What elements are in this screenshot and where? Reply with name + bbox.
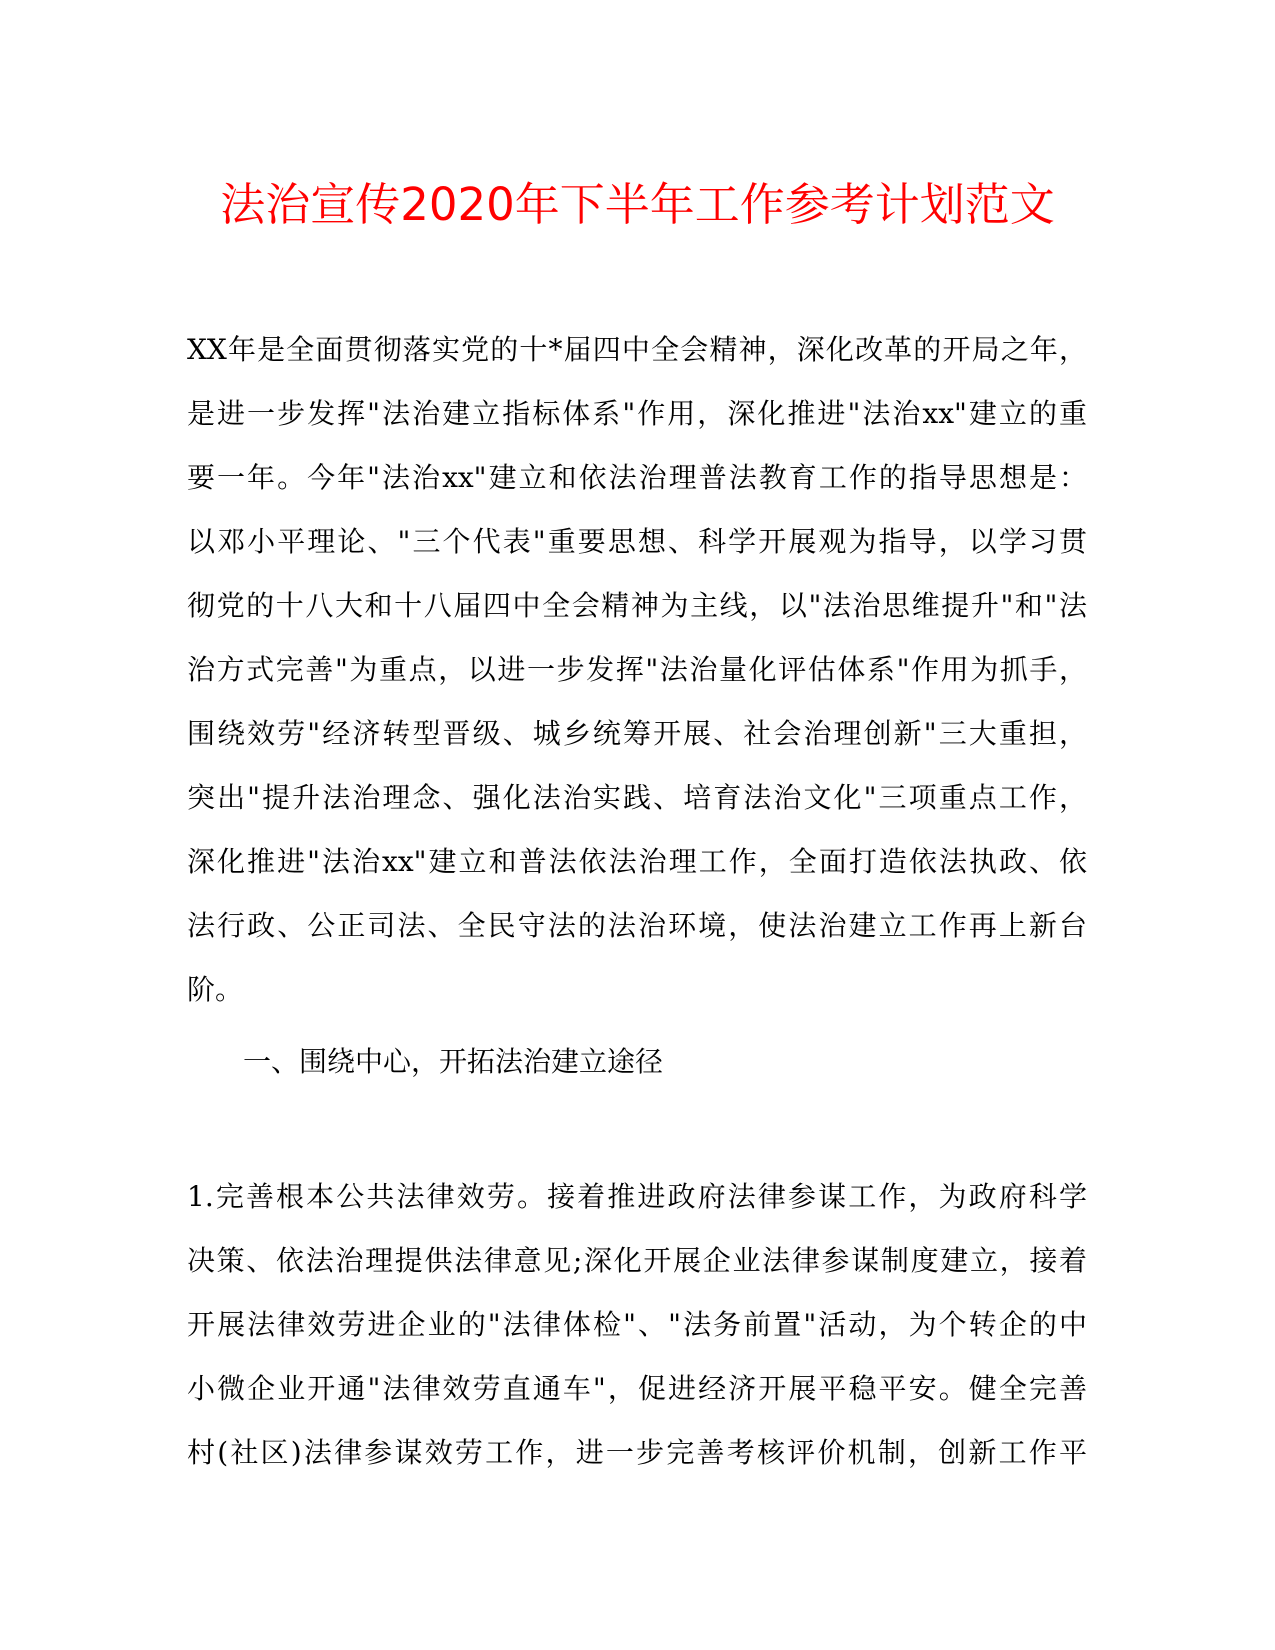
text-line: 阶。 <box>187 973 244 1006</box>
text-line: 1.完善根本公共法律效劳。接着推进政府法律参谋工作，为政府科学 <box>187 1180 1087 1213</box>
text-line: 以邓小平理论、"三个代表"重要思想、科学开展观为指导，以学习贯 <box>187 525 1087 558</box>
text-line: 法行政、公正司法、全民守法的法治环境，使法治建立工作再上新台 <box>187 909 1087 942</box>
intro-paragraph <box>187 318 1087 1022</box>
text-line: 村(社区)法律参谋效劳工作，进一步完善考核评价机制，创新工作平 <box>187 1436 1087 1469</box>
text-line: XX年是全面贯彻落实党的十*届四中全会精神，深化改革的开局之年， <box>187 333 1087 366</box>
text-line: 彻党的十八大和十八届四中全会精神为主线，以"法治思维提升"和"法 <box>187 589 1087 622</box>
text-line: 突出"提升法治理念、强化法治实践、培育法治文化"三项重点工作， <box>187 781 1087 814</box>
text-line: 开展法律效劳进企业的"法律体检"、"法务前置"活动，为个转企的中 <box>187 1308 1087 1341</box>
text-line: 治方式完善"为重点，以进一步发挥"法治量化评估体系"作用为抓手， <box>187 653 1087 686</box>
section-heading <box>187 1030 1087 1094</box>
text-line: 围绕效劳"经济转型晋级、城乡统筹开展、社会治理创新"三大重担， <box>187 717 1087 750</box>
section-heading-text: 一、围绕中心，开拓法治建立途径 <box>243 1045 664 1078</box>
text-line: 决策、依法治理提供法律意见;深化开展企业法律参谋制度建立，接着 <box>187 1244 1087 1277</box>
text-line: 深化推进"法治xx"建立和普法依法治理工作，全面打造依法执政、依 <box>187 845 1087 878</box>
text-line: 要一年。今年"法治xx"建立和依法治理普法教育工作的指导思想是： <box>187 461 1087 494</box>
item-paragraph <box>187 1165 1087 1485</box>
document-title: 法治宣传2020年下半年工作参考计划范文 <box>220 178 1055 231</box>
text-line: 是进一步发挥"法治建立指标体系"作用，深化推进"法治xx"建立的重 <box>187 397 1087 430</box>
text-line: 小微企业开通"法律效劳直通车"，促进经济开展平稳平安。健全完善 <box>187 1372 1087 1405</box>
